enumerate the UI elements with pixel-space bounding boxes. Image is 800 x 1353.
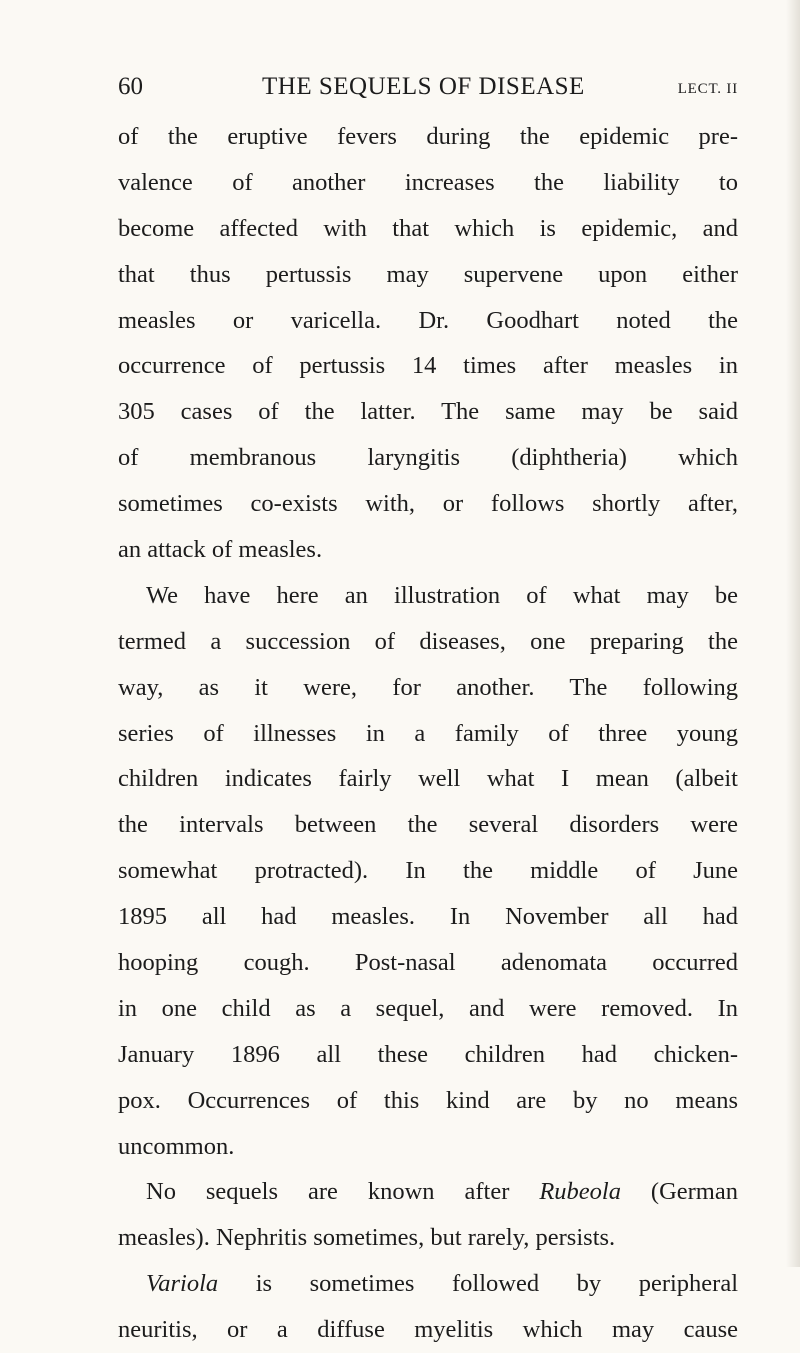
- italic-term-variola: Variola: [146, 1270, 219, 1298]
- paragraph-start-line: We have here an illustration of what may be: [146, 581, 738, 609]
- text-line: of the eruptive fevers during the epidemic pre-: [118, 123, 738, 150]
- running-title: THE SEQUELS OF DISEASE: [262, 73, 585, 100]
- text-line: uncommon.: [118, 1132, 235, 1160]
- text-line: January 1896 all these children had chicken-: [118, 1040, 738, 1068]
- text-line: measles or varicella. Dr. Goodhart noted the: [118, 306, 738, 334]
- text-fragment: is sometimes followed by peripheral: [218, 1270, 738, 1298]
- text-line: way, as it were, for another. The following: [118, 673, 738, 701]
- text-line: somewhat protracted). In the middle of June: [118, 857, 738, 885]
- text-line: valence of another increases the liability to: [118, 168, 738, 196]
- page-number: 60: [118, 73, 143, 100]
- lecture-label: LECT. II: [677, 81, 738, 97]
- text-line: children indicates fairly well what I mean (albeit: [118, 765, 738, 793]
- text-line: an attack of measles.: [118, 536, 323, 564]
- text-line: neuritis, or a diffuse myelitis which may cause: [118, 1316, 738, 1344]
- text-line: measles). Nephritis sometimes, but rarely, persists.: [118, 1224, 616, 1252]
- text-line: of membranous laryngitis (diphtheria) which: [118, 444, 738, 472]
- italic-term-rubeola: Rubeola: [539, 1178, 621, 1206]
- body-text: [118, 114, 738, 1353]
- text-fragment: (German: [620, 1178, 738, 1206]
- page-edge-shadow: [786, 0, 800, 1267]
- text-line: the intervals between the several disorders were: [118, 811, 738, 839]
- paragraph-start-line: [118, 1169, 738, 1215]
- text-line: that thus pertussis may supervene upon either: [118, 260, 738, 288]
- text-line: pox. Occurrences of this kind are by no means: [118, 1086, 738, 1114]
- text-line: occurrence of pertussis 14 times after measles in: [118, 352, 738, 380]
- text-line: 305 cases of the latter. The same may be said: [118, 398, 738, 426]
- text-line: sometimes co-exists with, or follows shortly after,: [118, 490, 738, 518]
- text-fragment: No sequels are known after: [146, 1178, 540, 1206]
- running-header: [118, 70, 738, 104]
- text-line: 1895 all had measles. In November all had: [118, 903, 738, 931]
- text-line: series of illnesses in a family of three young: [118, 719, 738, 747]
- text-line: hooping cough. Post-nasal adenomata occurred: [118, 949, 738, 977]
- text-line: become affected with that which is epidemic, and: [118, 214, 738, 242]
- text-line: in one child as a sequel, and were removed. In: [118, 994, 738, 1022]
- text-line: termed a succession of diseases, one preparing the: [118, 627, 738, 655]
- paragraph-start-line: [118, 1261, 738, 1307]
